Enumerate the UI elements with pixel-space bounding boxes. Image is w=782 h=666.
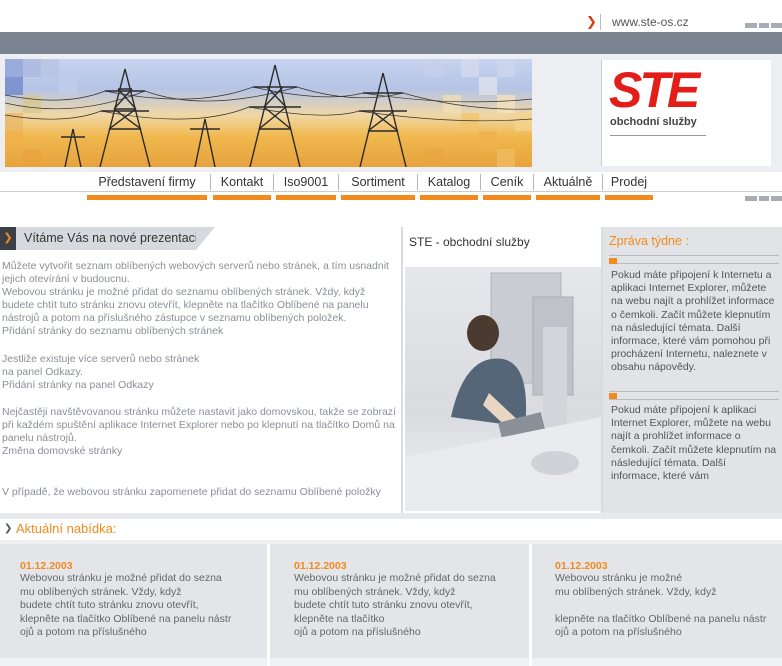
offer-card[interactable]	[532, 544, 782, 666]
arrow-icon: ❯	[586, 14, 597, 29]
nav-label: Katalog	[427, 175, 471, 189]
nav-divider	[480, 174, 481, 190]
divider	[609, 263, 779, 264]
offer-text: Webovou stránku je možné přidat do sezna mu oblíbených stránek. Vždy, když budete chtít tuto stránku znovu otevřít, klepněte na tlačítko ojů a potom na příslušného	[294, 572, 496, 638]
welcome-title: Vítáme Vás na nové prezentaci	[24, 231, 198, 245]
nav-item-prodej[interactable]	[605, 174, 653, 200]
offer-text: Webovou stránku je možné mu oblíbených stránek. Vždy, když klepněte na tlačítko Oblíbené na panelu nástr ojů a potom na příslušného	[555, 572, 767, 638]
nav-label: Prodej	[610, 175, 648, 189]
decor-square	[759, 196, 769, 201]
offers-header	[0, 519, 782, 541]
divider	[600, 14, 601, 30]
offer-card[interactable]	[0, 544, 267, 666]
decor-square	[745, 23, 757, 28]
business-meeting-image	[405, 267, 601, 511]
welcome-header	[0, 227, 215, 250]
nav-divider	[602, 174, 603, 190]
offer-date: 01.12.2003	[555, 560, 608, 572]
header-band	[0, 32, 782, 54]
center-title: STE - obchodní služby	[409, 235, 530, 249]
decor-square	[759, 23, 769, 28]
offer-card[interactable]	[270, 544, 529, 666]
center-column	[403, 227, 601, 517]
banner	[0, 54, 782, 172]
offers-title: Aktuální nabídka:	[16, 521, 117, 536]
news-heading: Zpráva týdne :	[609, 234, 689, 248]
news-item: Pokud máte připojení k aplikaci Internet Explorer, můžete na webu najít a prohlížet informace o čemkoli. Začít můžete klepnutím na následující témata. Další informace, které vám	[611, 404, 777, 483]
nav-item-cenik[interactable]	[483, 174, 531, 200]
news-column	[603, 227, 782, 517]
nav-divider	[533, 174, 534, 190]
nav-item-aktualne[interactable]	[536, 174, 600, 200]
nav-divider	[273, 174, 274, 190]
welcome-paragraph: Jestliže existuje více serverů nebo stránek na panel Odkazy. Přidání stránky na panel Odkazy	[2, 353, 200, 391]
logo-subtitle: obchodní služby	[610, 116, 697, 128]
logo-brand: STE	[609, 62, 698, 118]
nav-divider	[210, 174, 211, 190]
site-url-link[interactable]: www.ste-os.cz	[612, 15, 689, 29]
offer-date: 01.12.2003	[294, 560, 347, 572]
nav-label: Aktuálně	[543, 175, 593, 189]
nav-label: Sortiment	[351, 175, 405, 189]
nav-item-katalog[interactable]	[420, 174, 478, 200]
bullet-icon	[609, 258, 617, 264]
nav-label: Iso9001	[283, 175, 329, 189]
offer-text: Webovou stránku je možné přidat do sezna mu oblíbených stránek. Vždy, když budete chtít tuto stránku znovu otevřít, klepněte na tlačítko Oblíbené na panelu nástr ojů a potom na příslušného	[20, 572, 232, 638]
chevron-right-icon: ❯	[0, 227, 16, 250]
nav-item-sortiment[interactable]	[341, 174, 415, 200]
nav-item-predstaveni-firmy[interactable]	[87, 174, 207, 200]
chevron-right-icon: ❯	[4, 523, 13, 534]
decor-square	[771, 23, 782, 28]
divider	[609, 391, 779, 392]
divider	[609, 255, 779, 256]
nav-item-iso9001[interactable]	[276, 174, 336, 200]
power-lines-image	[5, 59, 532, 167]
news-item: Pokud máte připojení k Internetu a aplikaci Internet Explorer, můžete na webu najít a prohlížet informace o čemkoli. Začít můžete klepnutím na následující témata. Další informace, které vám pomohou při procházení Internetu, naleznete v obsahu nápovědy.	[611, 269, 775, 374]
welcome-paragraph: Můžete vytvořit seznam oblíbených webových serverů nebo stránek, a tím usnadnit jejich otevírání v budoucnu. Webovou stránku je možné přidat do seznamu oblíbených stránek. Vždy, když budete chtít tuto stránku znovu otevřít, klepněte na tlačítko Oblíbené na panelu nástrojů a potom na příslušného zástupce v seznamu oblíbených položek. Přidání stránky do seznamu oblíbených stránek	[2, 260, 389, 337]
nav-divider	[338, 174, 339, 190]
welcome-paragraph: V případě, že webovou stránku zapomenete přidat do seznamu Oblíbené položky	[2, 486, 381, 498]
nav-item-kontakt[interactable]	[213, 174, 271, 200]
top-bar	[0, 0, 782, 32]
nav-divider	[417, 174, 418, 190]
ste-logo[interactable]	[601, 60, 771, 166]
decor-square	[745, 196, 757, 201]
nav-label: Představení firmy	[98, 175, 196, 189]
divider	[609, 399, 779, 400]
bullet-icon	[609, 393, 617, 399]
welcome-paragraph: Nejčastěji navštěvovanou stránku můžete nastavit jako domovskou, takže se zobrazí při každém spuštění aplikace Internet Explorer nebo po klepnutí na tlačítko Domů na panelu nástrojů. Změna domovské stránky	[2, 406, 396, 457]
nav-label: Kontakt	[220, 175, 264, 189]
offer-date: 01.12.2003	[20, 560, 73, 572]
logo-underline	[610, 135, 706, 136]
nav-label: Ceník	[490, 175, 524, 189]
decor-square	[771, 196, 782, 201]
